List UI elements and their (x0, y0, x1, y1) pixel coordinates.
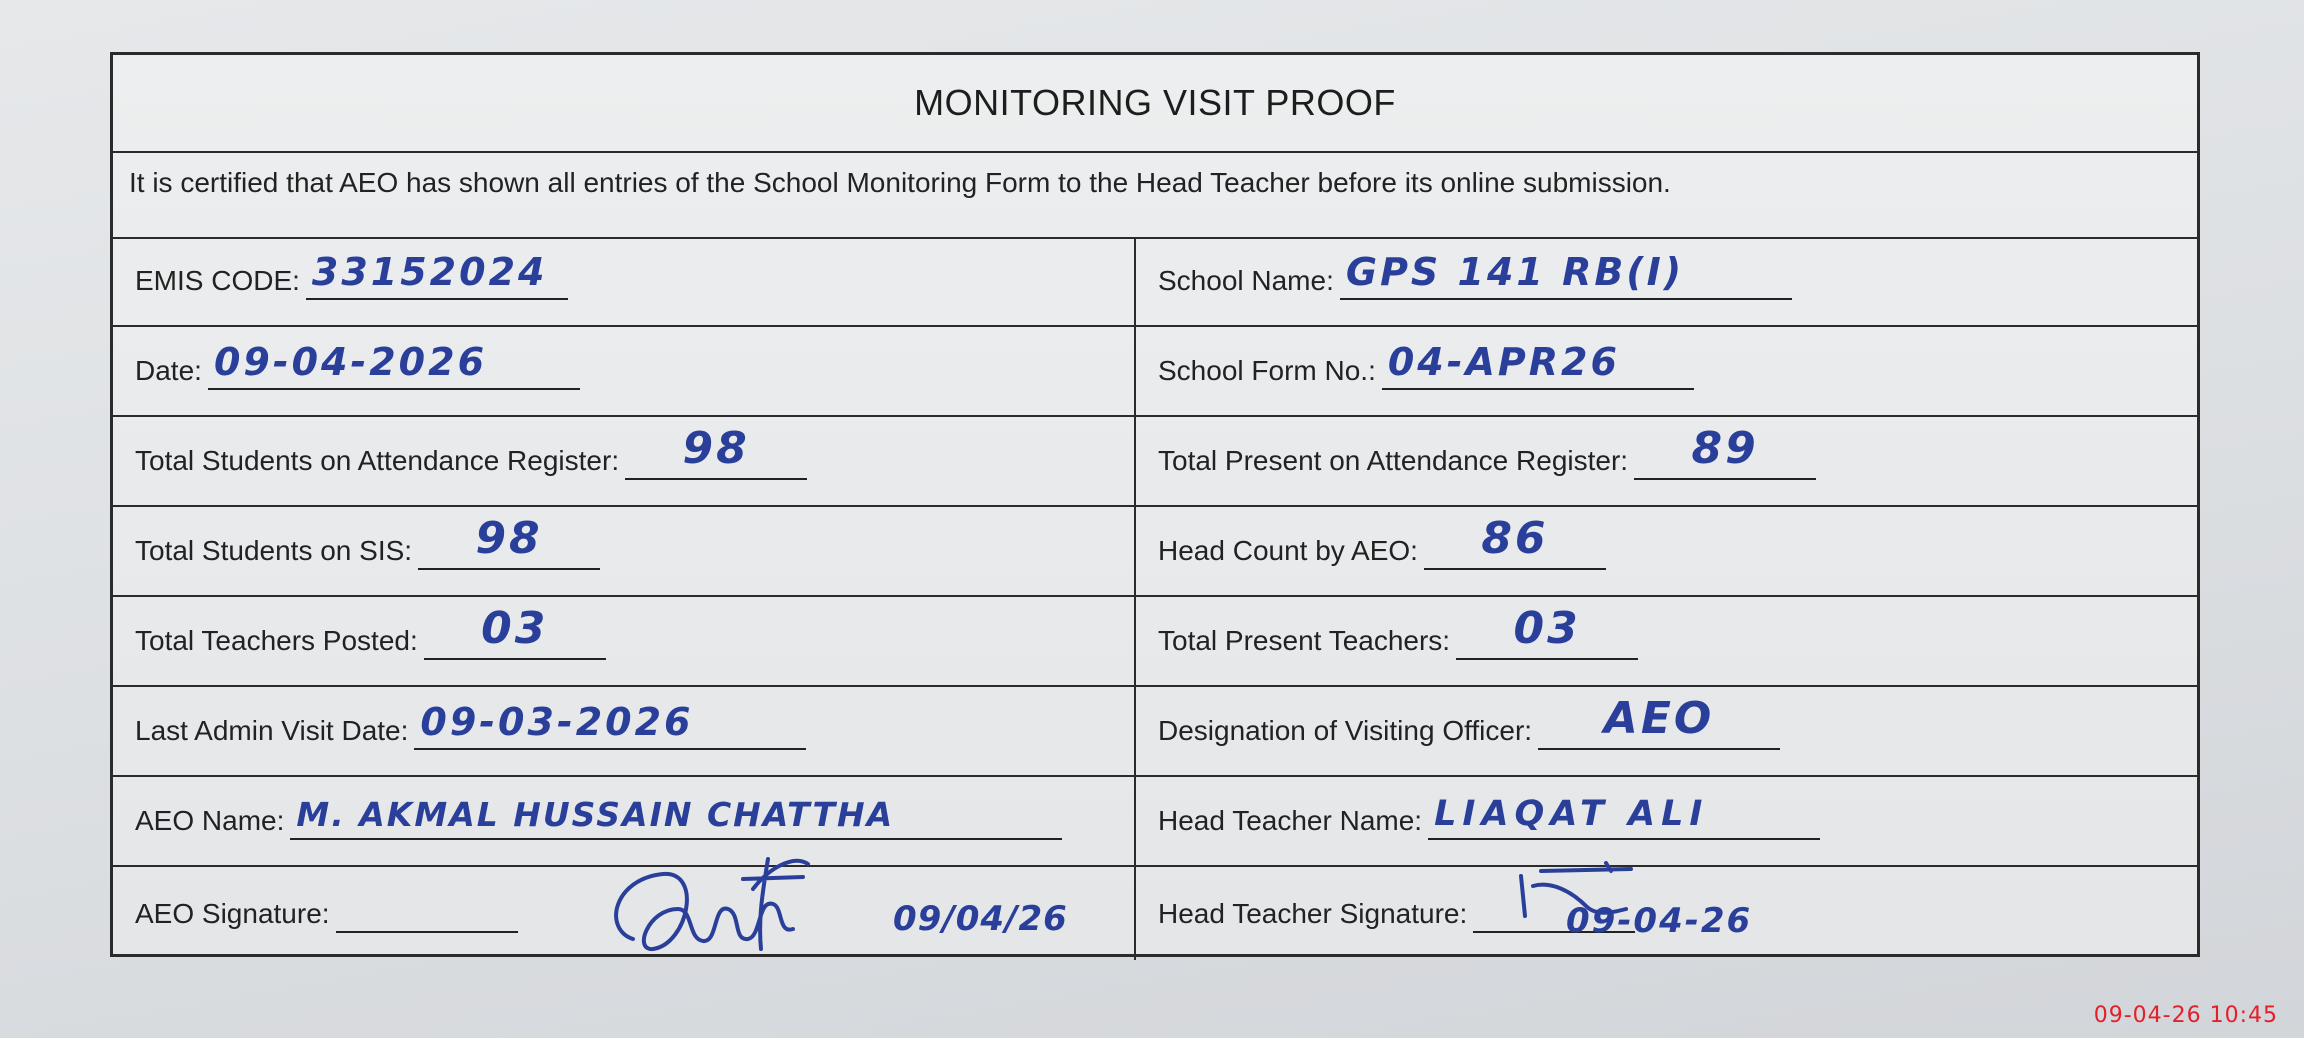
aeo-name-field[interactable] (290, 795, 1062, 840)
head-teacher-name-value: LIAQAT ALI (1434, 794, 1709, 834)
aeo-name-cell (113, 777, 1136, 865)
total-students-sis-field[interactable] (418, 513, 600, 570)
date-label: Date: (135, 355, 202, 386)
date-field[interactable] (208, 340, 580, 390)
form-row (113, 237, 2197, 327)
total-present-attendance-value: 89 (1691, 423, 1759, 474)
form-title-row (113, 55, 2197, 153)
aeo-signature-label: AEO Signature: (135, 897, 330, 929)
total-students-sis-cell (113, 507, 1136, 595)
head-count-aeo-cell (1136, 507, 2197, 595)
total-present-teachers-field[interactable] (1456, 603, 1638, 660)
school-name-cell (1136, 237, 2197, 325)
form-row (113, 687, 2197, 777)
school-name-value: GPS 141 RB(I) (1345, 250, 1685, 294)
head-teacher-name-label: Head Teacher Name: (1158, 805, 1423, 836)
total-students-sis-value: 98 (475, 513, 543, 564)
last-admin-visit-label: Last Admin Visit Date: (135, 715, 409, 746)
designation-cell (1136, 687, 2197, 775)
total-present-teachers-cell (1136, 597, 2197, 685)
form-row (113, 507, 2197, 597)
emis-code-value: 33152024 (311, 250, 548, 294)
total-students-attendance-field[interactable] (625, 423, 807, 480)
aeo-signature-date: 09/04/26 (893, 899, 1068, 939)
date-cell (113, 327, 1136, 415)
head-teacher-signature-date: 09-04-26 (1566, 901, 1753, 941)
form-row (113, 777, 2197, 867)
school-form-no-value: 04-APR26 (1387, 340, 1620, 384)
total-present-attendance-field[interactable] (1634, 423, 1816, 480)
last-admin-visit-cell (113, 687, 1136, 775)
aeo-signature-field[interactable] (336, 895, 518, 933)
total-teachers-posted-cell (113, 597, 1136, 685)
total-present-teachers-label: Total Present Teachers: (1158, 625, 1451, 656)
head-teacher-name-field[interactable] (1428, 794, 1820, 840)
form-row (113, 417, 2197, 507)
certification-text: It is certified that AEO has shown all entries of the School Monitoring Form to the Head Teacher before its online submission. (129, 167, 1671, 198)
head-teacher-signature-label: Head Teacher Signature: (1158, 897, 1468, 929)
date-value: 09-04-2026 (213, 340, 488, 384)
head-teacher-signature-cell (1136, 867, 2197, 960)
head-count-aeo-value: 86 (1481, 513, 1549, 564)
certification-row (113, 151, 2197, 239)
total-students-sis-label: Total Students on SIS: (135, 535, 413, 566)
last-admin-visit-value: 09-03-2026 (420, 700, 694, 744)
designation-label: Designation of Visiting Officer: (1158, 715, 1533, 746)
form-fields-grid (113, 237, 2197, 954)
school-name-field[interactable] (1340, 250, 1792, 300)
form-row (113, 597, 2197, 687)
total-teachers-posted-value: 03 (481, 603, 549, 654)
designation-field[interactable] (1538, 693, 1780, 750)
total-students-attendance-cell (113, 417, 1136, 505)
form-row (113, 327, 2197, 417)
total-present-attendance-label: Total Present on Attendance Register: (1158, 445, 1629, 476)
aeo-name-value: M. AKMAL HUSSAIN CHATTHA (296, 795, 895, 834)
head-teacher-name-cell (1136, 777, 2197, 865)
emis-code-cell (113, 237, 1136, 325)
designation-value: AEO (1603, 693, 1715, 744)
school-form-no-cell (1136, 327, 2197, 415)
form-row (113, 867, 2197, 960)
emis-code-label: EMIS CODE: (135, 265, 300, 296)
total-present-teachers-value: 03 (1513, 603, 1581, 654)
total-teachers-posted-label: Total Teachers Posted: (135, 625, 418, 656)
school-form-no-field[interactable] (1382, 340, 1694, 390)
camera-timestamp: 09-04-26 10:45 (2093, 1003, 2278, 1028)
aeo-signature-cell (113, 867, 1136, 960)
head-count-aeo-field[interactable] (1424, 513, 1606, 570)
aeo-name-label: AEO Name: (135, 805, 285, 836)
total-present-attendance-cell (1136, 417, 2197, 505)
total-students-attendance-label: Total Students on Attendance Register: (135, 445, 620, 476)
monitoring-form (110, 52, 2200, 957)
school-form-no-label: School Form No.: (1158, 355, 1376, 386)
total-teachers-posted-field[interactable] (424, 603, 606, 660)
aeo-signature-scribble (593, 849, 833, 969)
last-admin-visit-field[interactable] (414, 700, 806, 750)
head-count-aeo-label: Head Count by AEO: (1158, 535, 1418, 566)
form-title: MONITORING VISIT PROOF (914, 82, 1396, 123)
total-students-attendance-value: 98 (682, 423, 750, 474)
emis-code-field[interactable] (306, 250, 568, 300)
school-name-label: School Name: (1158, 265, 1334, 296)
